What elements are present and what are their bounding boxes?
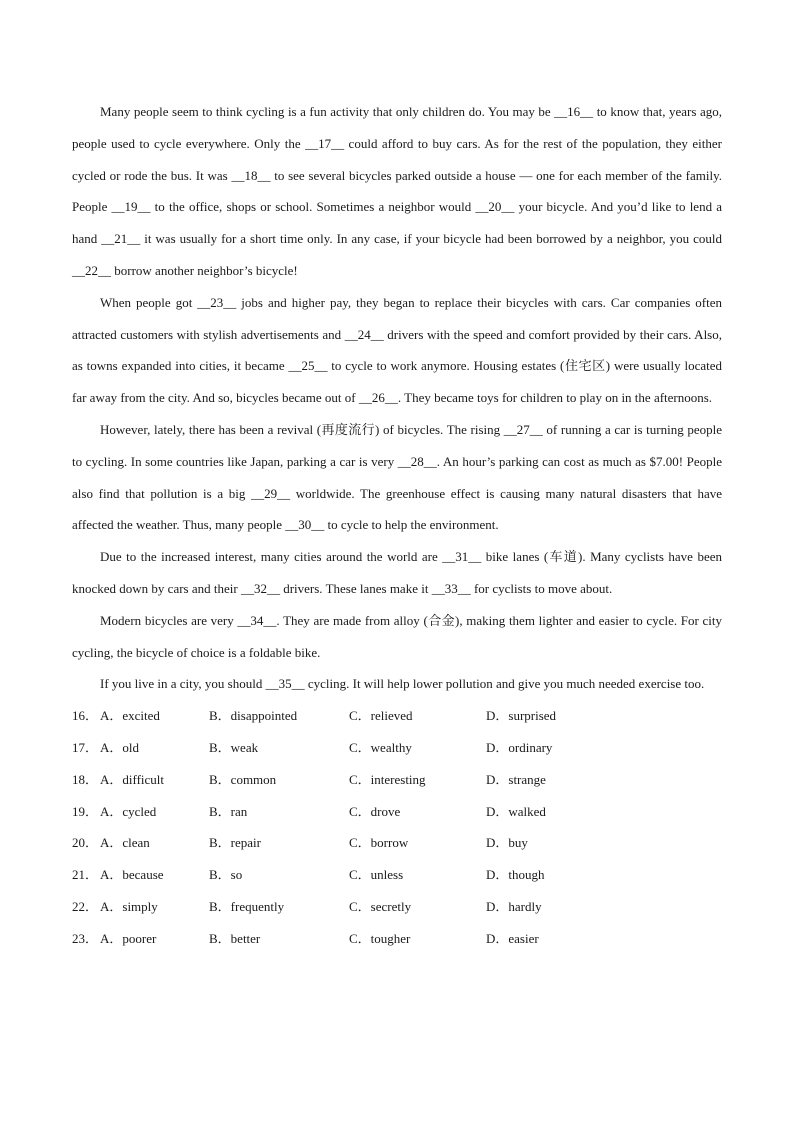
paragraph-2-text: When people got __23__ jobs and higher pay, they began to replace their bicycles with cars. Car companies often attracted customers with stylish advertisements and __24__ drivers with the speed and comfort provided by their cars. Also, as towns expanded into cities, it became __25__ to cycle to work anymore. Housing estates (住宅区) were usually located far away from the city. And so, bicycles became out of __26__. They became toys for children to play on in the afternoons. bbox=[72, 294, 722, 406]
option-c: C．interesting bbox=[349, 771, 426, 787]
option-c: C．relieved bbox=[349, 708, 413, 724]
question-number: 21． bbox=[72, 867, 99, 883]
paragraph-1 bbox=[72, 96, 722, 287]
question-row bbox=[72, 859, 722, 891]
option-a: A．clean bbox=[100, 835, 150, 851]
option-a: A．simply bbox=[100, 898, 158, 914]
question-row bbox=[72, 891, 722, 923]
option-b: B．weak bbox=[209, 739, 259, 755]
option-b: B．ran bbox=[209, 803, 248, 819]
option-d: D．easier bbox=[486, 930, 539, 946]
question-number: 17． bbox=[72, 739, 99, 755]
question-row bbox=[72, 796, 722, 828]
question-row bbox=[72, 700, 722, 732]
option-c: C．borrow bbox=[349, 835, 409, 851]
paragraph-3 bbox=[72, 414, 722, 541]
option-d: D．ordinary bbox=[486, 739, 553, 755]
option-d: D．hardly bbox=[486, 898, 542, 914]
question-number: 19． bbox=[72, 803, 99, 819]
option-b: B．frequently bbox=[209, 898, 285, 914]
question-row bbox=[72, 732, 722, 764]
question-options bbox=[72, 700, 722, 954]
option-b: B．disappointed bbox=[209, 708, 298, 724]
passage bbox=[72, 96, 722, 700]
option-c: C．wealthy bbox=[349, 739, 412, 755]
option-a: A．excited bbox=[100, 708, 160, 724]
option-c: C．drove bbox=[349, 803, 401, 819]
option-c: C．secretly bbox=[349, 898, 412, 914]
option-b: B．common bbox=[209, 771, 277, 787]
option-b: B．repair bbox=[209, 835, 261, 851]
option-a: A．because bbox=[100, 867, 164, 883]
question-row bbox=[72, 764, 722, 796]
option-a: A．difficult bbox=[100, 771, 165, 787]
paragraph-3-text: However, lately, there has been a revival (再度流行) of bicycles. The rising __27__ of running a car is turning people to cycling. In some countries like Japan, parking a car is very __28__. An hour’s parking can cost as much as $7.00! People also find that pollution is a big __29__ worldwide. The greenhouse effect is causing many natural disasters that have affected the weather. Thus, many people __30__ to cycle to help the environment. bbox=[72, 421, 722, 533]
paragraph-5-text: Modern bicycles are very __34__. They are made from alloy (合金), making them lighter and easier to cycle. For city cycling, the bicycle of choice is a foldable bike. bbox=[72, 612, 722, 660]
option-d: D．walked bbox=[486, 803, 546, 819]
option-a: A．old bbox=[100, 739, 140, 755]
paragraph-5 bbox=[72, 605, 722, 669]
question-row bbox=[72, 827, 722, 859]
paragraph-2 bbox=[72, 287, 722, 414]
option-d: D．though bbox=[486, 867, 545, 883]
paragraph-4-text: Due to the increased interest, many cities around the world are __31__ bike lanes (车道). Many cyclists have been knocked down by cars and their __32__ drivers. These lanes make it __33__ for cyclists to move about. bbox=[72, 549, 722, 596]
paragraph-4 bbox=[72, 541, 722, 605]
option-d: D．strange bbox=[486, 771, 546, 787]
question-row bbox=[72, 923, 722, 955]
option-a: A．poorer bbox=[100, 930, 157, 946]
question-number: 20． bbox=[72, 835, 99, 851]
question-number: 16． bbox=[72, 708, 99, 724]
option-d: D．surprised bbox=[486, 708, 557, 724]
option-b: B．better bbox=[209, 930, 261, 946]
paragraph-6 bbox=[72, 668, 722, 700]
option-c: C．unless bbox=[349, 867, 404, 883]
option-a: A．cycled bbox=[100, 803, 157, 819]
paragraph-6-text: If you live in a city, you should __35__ cycling. It will help lower pollution and give you much needed exercise too. bbox=[100, 676, 705, 692]
paragraph-1-text: Many people seem to think cycling is a fun activity that only children do. You may be __16__ to know that, years ago, people used to cycle everywhere. Only the __17__ could afford to buy cars. As for the rest of the population, they either cycled or rode the bus. It was __18__ to see several bicycles parked outside a house — one for each member of the family. People __19__ to the office, shops or school. Sometimes a neighbor would __20__ your bicycle. And you’d like to lend a hand __21__ it was usually for a short time only. In any case, if your bicycle had been borrowed by a neighbor, you could __22__ borrow another neighbor’s bicycle! bbox=[72, 104, 722, 278]
option-b: B．so bbox=[209, 867, 243, 883]
option-c: C．tougher bbox=[349, 930, 411, 946]
question-number: 22． bbox=[72, 898, 99, 914]
document-page bbox=[72, 96, 722, 955]
question-number: 18． bbox=[72, 771, 99, 787]
question-number: 23． bbox=[72, 930, 99, 946]
option-d: D．buy bbox=[486, 835, 528, 851]
